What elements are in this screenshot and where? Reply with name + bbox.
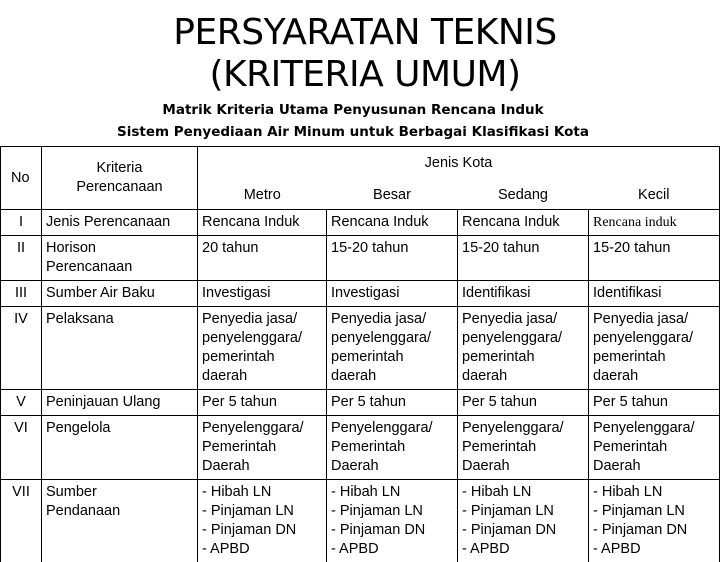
- cell-kecil: 15-20 tahun: [589, 236, 720, 281]
- cell-metro: Investigasi: [198, 281, 327, 307]
- cell-metro: Per 5 tahun: [198, 390, 327, 416]
- cell-kecil: Rencana induk: [589, 210, 720, 236]
- cell-sedang: - Hibah LN - Pinjaman LN - Pinjaman DN - APBD: [458, 480, 589, 562]
- cell-kriteria: Jenis Perencanaan: [42, 210, 198, 236]
- header-no: No: [1, 147, 42, 210]
- cell-no: III: [1, 281, 42, 307]
- cell-kriteria: Sumber Air Baku: [42, 281, 198, 307]
- cell-kecil: Identifikasi: [589, 281, 720, 307]
- cell-no: II: [1, 236, 42, 281]
- cell-no: V: [1, 390, 42, 416]
- cell-kriteria: Sumber Pendanaan: [42, 480, 198, 562]
- criteria-matrix-table: [0, 146, 720, 562]
- header-kriteria: Kriteria Perencanaan: [42, 147, 198, 210]
- table-row: [1, 480, 720, 562]
- cell-kecil: Penyelenggara/ Pemerintah Daerah: [589, 416, 720, 480]
- cell-besar: Penyelenggara/ Pemerintah Daerah: [327, 416, 458, 480]
- table-row: [1, 236, 720, 281]
- cell-besar: Rencana Induk: [327, 210, 458, 236]
- cell-no: IV: [1, 307, 42, 390]
- cell-besar: 15-20 tahun: [327, 236, 458, 281]
- table-row: [1, 416, 720, 480]
- cell-metro: Rencana Induk: [198, 210, 327, 236]
- cell-metro: Penyelenggara/ Pemerintah Daerah: [198, 416, 327, 480]
- cell-metro: - Hibah LN - Pinjaman LN - Pinjaman DN - APBD: [198, 480, 327, 562]
- page-title-line2: (KRITERIA UMUM): [0, 54, 720, 96]
- cell-kecil: - Hibah LN - Pinjaman LN - Pinjaman DN - APBD: [589, 480, 720, 562]
- cell-metro: 20 tahun: [198, 236, 327, 281]
- header-besar: Besar: [327, 179, 458, 210]
- cell-sedang: Penyedia jasa/ penyelenggara/ pemerintah daerah: [458, 307, 589, 390]
- cell-besar: - Hibah LN - Pinjaman LN - Pinjaman DN - APBD: [327, 480, 458, 562]
- page-title: PERSYARATAN TEKNIS: [0, 12, 720, 54]
- table-caption-line2: Sistem Penyediaan Air Minum untuk Berbagai Klasifikasi Kota: [0, 122, 706, 142]
- cell-sedang: Penyelenggara/ Pemerintah Daerah: [458, 416, 589, 480]
- cell-kriteria: Peninjauan Ulang: [42, 390, 198, 416]
- table-caption: Matrik Kriteria Utama Penyusunan Rencana Induk: [0, 100, 706, 120]
- cell-no: VII: [1, 480, 42, 562]
- header-metro: Metro: [198, 179, 327, 210]
- cell-metro: Penyedia jasa/ penyelenggara/ pemerintah daerah: [198, 307, 327, 390]
- cell-no: VI: [1, 416, 42, 480]
- cell-sedang: 15-20 tahun: [458, 236, 589, 281]
- cell-besar: Penyedia jasa/ penyelenggara/ pemerintah daerah: [327, 307, 458, 390]
- cell-sedang: Rencana Induk: [458, 210, 589, 236]
- table-row: [1, 210, 720, 236]
- header-sedang: Sedang: [458, 179, 589, 210]
- header-jenis-kota: Jenis Kota: [198, 147, 720, 180]
- table-row: [1, 281, 720, 307]
- table-row: [1, 390, 720, 416]
- cell-kecil: Penyedia jasa/ penyelenggara/ pemerintah daerah: [589, 307, 720, 390]
- cell-sedang: Identifikasi: [458, 281, 589, 307]
- cell-kriteria: Horison Perencanaan: [42, 236, 198, 281]
- cell-besar: Investigasi: [327, 281, 458, 307]
- header-kecil: Kecil: [589, 179, 720, 210]
- cell-besar: Per 5 tahun: [327, 390, 458, 416]
- cell-kriteria: Pelaksana: [42, 307, 198, 390]
- table-row: [1, 307, 720, 390]
- cell-no: I: [1, 210, 42, 236]
- cell-sedang: Per 5 tahun: [458, 390, 589, 416]
- cell-kecil: Per 5 tahun: [589, 390, 720, 416]
- cell-kriteria: Pengelola: [42, 416, 198, 480]
